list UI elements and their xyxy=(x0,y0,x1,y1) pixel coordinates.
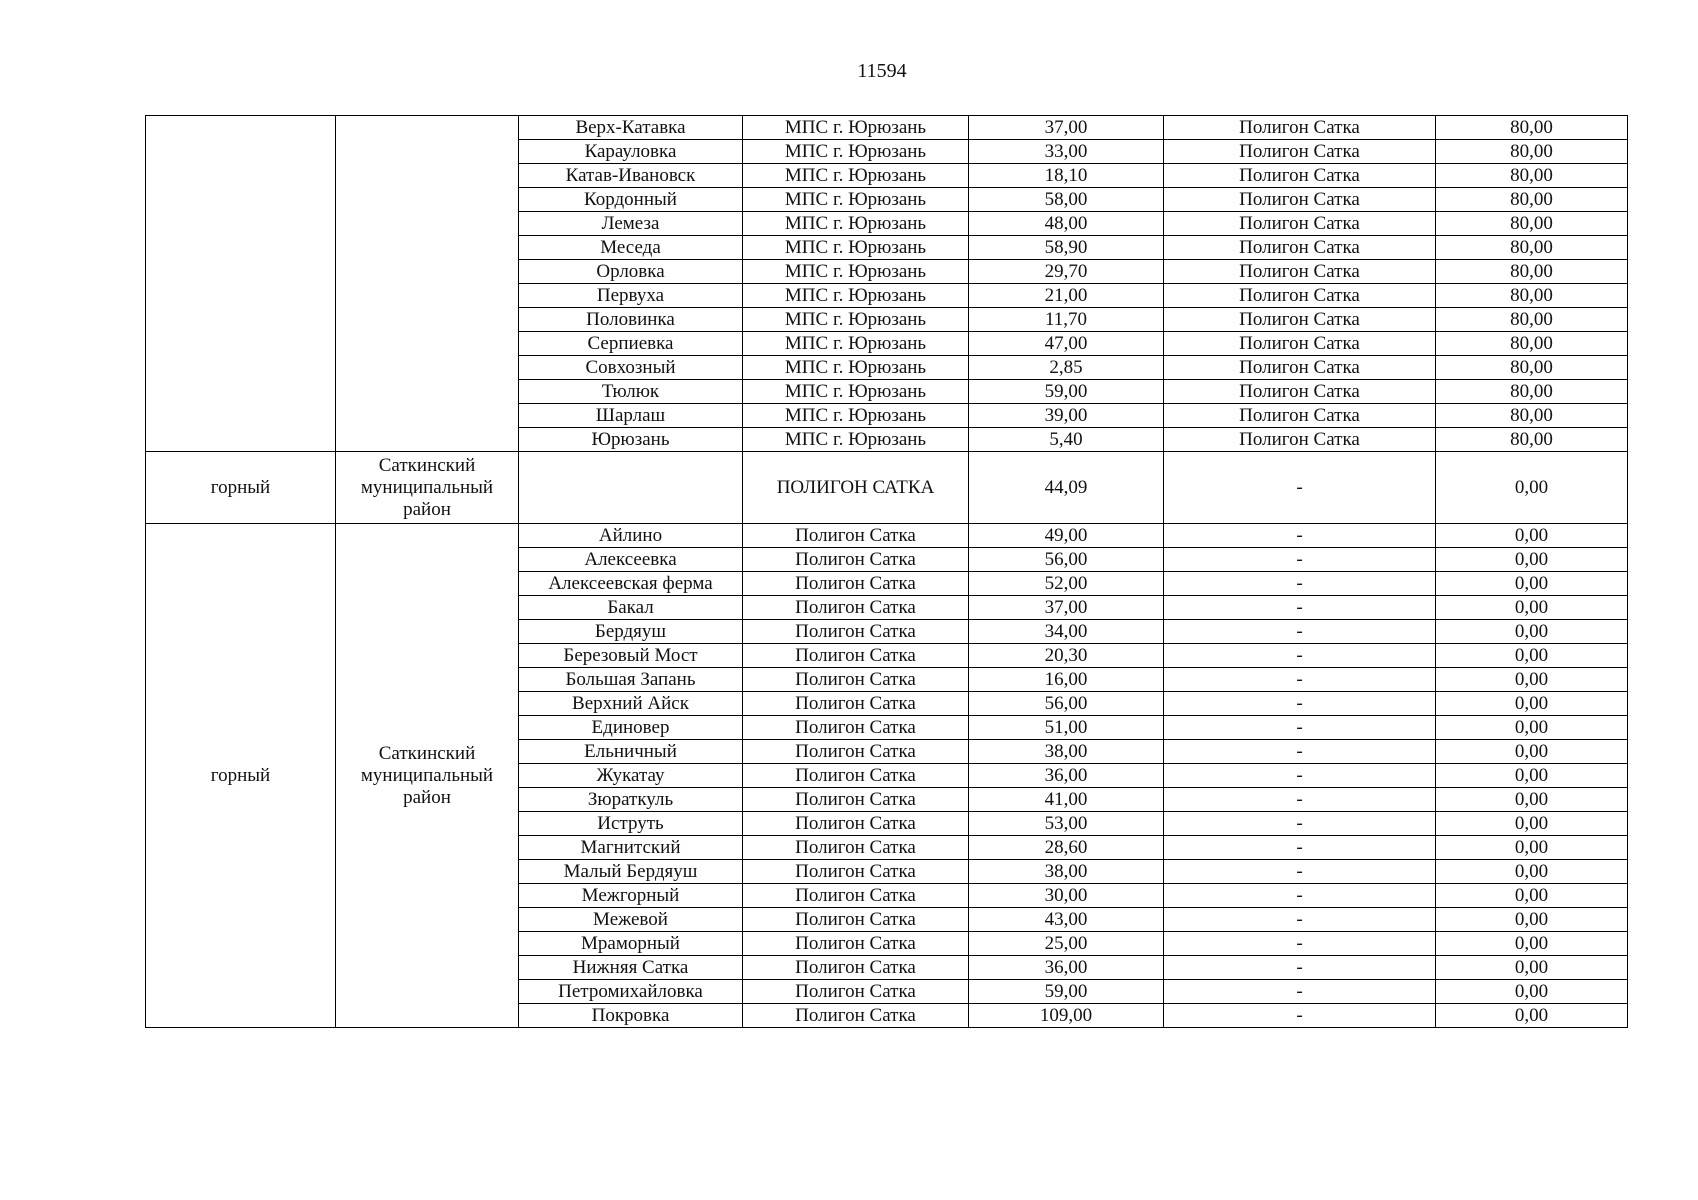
distance-cell: 49,00 xyxy=(969,524,1164,548)
destination-cell: Полигон Сатка xyxy=(1164,404,1436,428)
distance-cell: 36,00 xyxy=(969,956,1164,980)
settlement-cell: Лемеза xyxy=(519,212,743,236)
distance2-cell: 0,00 xyxy=(1436,764,1628,788)
destination-cell: Полигон Сатка xyxy=(1164,140,1436,164)
destination-cell: - xyxy=(1164,716,1436,740)
destination-cell: Полигон Сатка xyxy=(1164,284,1436,308)
distance-cell: 11,70 xyxy=(969,308,1164,332)
settlement-cell: Карауловка xyxy=(519,140,743,164)
facility-cell: Полигон Сатка xyxy=(743,860,969,884)
distance2-cell: 80,00 xyxy=(1436,236,1628,260)
facility-cell: Полигон Сатка xyxy=(743,980,969,1004)
table-row xyxy=(146,116,1628,140)
settlement-cell: Айлино xyxy=(519,524,743,548)
distance2-cell: 0,00 xyxy=(1436,572,1628,596)
distance-cell: 53,00 xyxy=(969,812,1164,836)
facility-cell: Полигон Сатка xyxy=(743,836,969,860)
facility-cell: Полигон Сатка xyxy=(743,1004,969,1028)
settlement-cell: Бакал xyxy=(519,596,743,620)
distance-cell: 109,00 xyxy=(969,1004,1164,1028)
settlement-cell: Катав-Ивановск xyxy=(519,164,743,188)
distance-cell: 56,00 xyxy=(969,548,1164,572)
facility-cell: МПС г. Юрюзань xyxy=(743,356,969,380)
table-row xyxy=(146,452,1628,524)
distance2-cell: 80,00 xyxy=(1436,188,1628,212)
distance-cell: 37,00 xyxy=(969,596,1164,620)
destination-cell: Полигон Сатка xyxy=(1164,188,1436,212)
settlement-cell: Тюлюк xyxy=(519,380,743,404)
facility-cell: МПС г. Юрюзань xyxy=(743,188,969,212)
settlement-cell: Магнитский xyxy=(519,836,743,860)
distance2-cell: 80,00 xyxy=(1436,308,1628,332)
distance-cell: 36,00 xyxy=(969,764,1164,788)
settlement-cell: Первуха xyxy=(519,284,743,308)
distance2-cell: 0,00 xyxy=(1436,692,1628,716)
distance-cell: 48,00 xyxy=(969,212,1164,236)
facility-cell: Полигон Сатка xyxy=(743,620,969,644)
facility-cell: МПС г. Юрюзань xyxy=(743,308,969,332)
settlement-cell: Единовер xyxy=(519,716,743,740)
settlement-cell: Жукатау xyxy=(519,764,743,788)
distance-cell: 59,00 xyxy=(969,980,1164,1004)
table-row xyxy=(146,524,1628,548)
facility-cell: МПС г. Юрюзань xyxy=(743,284,969,308)
distance-cell: 51,00 xyxy=(969,716,1164,740)
waste-routes-table xyxy=(145,115,1628,1028)
settlement-cell: Малый Бердяуш xyxy=(519,860,743,884)
distance2-cell: 0,00 xyxy=(1436,956,1628,980)
facility-cell: Полигон Сатка xyxy=(743,908,969,932)
destination-cell: - xyxy=(1164,644,1436,668)
district-cell: Саткинский муниципальный район xyxy=(336,452,519,524)
facility-cell: Полигон Сатка xyxy=(743,668,969,692)
distance2-cell: 0,00 xyxy=(1436,1004,1628,1028)
distance-cell: 16,00 xyxy=(969,668,1164,692)
facility-cell: МПС г. Юрюзань xyxy=(743,332,969,356)
facility-cell: Полигон Сатка xyxy=(743,884,969,908)
distance2-cell: 0,00 xyxy=(1436,668,1628,692)
destination-cell: - xyxy=(1164,692,1436,716)
settlement-cell: Половинка xyxy=(519,308,743,332)
settlement-cell: Юрюзань xyxy=(519,428,743,452)
distance-cell: 2,85 xyxy=(969,356,1164,380)
destination-cell: - xyxy=(1164,956,1436,980)
destination-cell: Полигон Сатка xyxy=(1164,332,1436,356)
distance2-cell: 80,00 xyxy=(1436,212,1628,236)
settlement-cell: Межгорный xyxy=(519,884,743,908)
settlement-cell: Меседа xyxy=(519,236,743,260)
table-body xyxy=(146,116,1628,1028)
facility-cell: МПС г. Юрюзань xyxy=(743,164,969,188)
destination-cell: Полигон Сатка xyxy=(1164,212,1436,236)
distance2-cell: 0,00 xyxy=(1436,980,1628,1004)
destination-cell: - xyxy=(1164,836,1436,860)
settlement-cell: Мраморный xyxy=(519,932,743,956)
distance-cell: 21,00 xyxy=(969,284,1164,308)
distance2-cell: 80,00 xyxy=(1436,380,1628,404)
distance-cell: 28,60 xyxy=(969,836,1164,860)
settlement-cell: Ельничный xyxy=(519,740,743,764)
facility-cell: МПС г. Юрюзань xyxy=(743,140,969,164)
settlement-cell: Верх-Катавка xyxy=(519,116,743,140)
facility-cell: ПОЛИГОН САТКА xyxy=(743,452,969,524)
distance-cell: 58,90 xyxy=(969,236,1164,260)
facility-cell: Полигон Сатка xyxy=(743,764,969,788)
zone-cell: горный xyxy=(146,452,336,524)
destination-cell: - xyxy=(1164,524,1436,548)
facility-cell: Полигон Сатка xyxy=(743,956,969,980)
destination-cell: - xyxy=(1164,860,1436,884)
district-cell xyxy=(336,116,519,452)
distance2-cell: 0,00 xyxy=(1436,812,1628,836)
destination-cell: - xyxy=(1164,620,1436,644)
distance2-cell: 0,00 xyxy=(1436,452,1628,524)
facility-cell: МПС г. Юрюзань xyxy=(743,404,969,428)
distance2-cell: 80,00 xyxy=(1436,140,1628,164)
destination-cell: - xyxy=(1164,908,1436,932)
distance-cell: 39,00 xyxy=(969,404,1164,428)
settlement-cell: Березовый Мост xyxy=(519,644,743,668)
distance2-cell: 0,00 xyxy=(1436,788,1628,812)
destination-cell: Полигон Сатка xyxy=(1164,380,1436,404)
distance2-cell: 80,00 xyxy=(1436,428,1628,452)
settlement-cell: Покровка xyxy=(519,1004,743,1028)
settlement-cell: Межевой xyxy=(519,908,743,932)
distance-cell: 47,00 xyxy=(969,332,1164,356)
distance2-cell: 80,00 xyxy=(1436,332,1628,356)
facility-cell: МПС г. Юрюзань xyxy=(743,260,969,284)
settlement-cell: Алексеевка xyxy=(519,548,743,572)
facility-cell: Полигон Сатка xyxy=(743,740,969,764)
distance2-cell: 80,00 xyxy=(1436,260,1628,284)
settlement-cell: Орловка xyxy=(519,260,743,284)
distance-cell: 34,00 xyxy=(969,620,1164,644)
destination-cell: Полигон Сатка xyxy=(1164,308,1436,332)
distance2-cell: 0,00 xyxy=(1436,620,1628,644)
distance-cell: 5,40 xyxy=(969,428,1164,452)
destination-cell: - xyxy=(1164,932,1436,956)
distance2-cell: 80,00 xyxy=(1436,284,1628,308)
destination-cell: - xyxy=(1164,572,1436,596)
destination-cell: Полигон Сатка xyxy=(1164,260,1436,284)
destination-cell: Полигон Сатка xyxy=(1164,236,1436,260)
destination-cell: - xyxy=(1164,764,1436,788)
distance-cell: 38,00 xyxy=(969,740,1164,764)
zone-cell xyxy=(146,116,336,452)
destination-cell: - xyxy=(1164,668,1436,692)
distance2-cell: 0,00 xyxy=(1436,932,1628,956)
distance2-cell: 0,00 xyxy=(1436,644,1628,668)
facility-cell: Полигон Сатка xyxy=(743,524,969,548)
settlement-cell: Алексеевская ферма xyxy=(519,572,743,596)
facility-cell: Полигон Сатка xyxy=(743,596,969,620)
distance-cell: 56,00 xyxy=(969,692,1164,716)
facility-cell: МПС г. Юрюзань xyxy=(743,380,969,404)
zone-cell: горный xyxy=(146,524,336,1028)
destination-cell: Полигон Сатка xyxy=(1164,356,1436,380)
distance2-cell: 80,00 xyxy=(1436,356,1628,380)
facility-cell: Полигон Сатка xyxy=(743,932,969,956)
distance2-cell: 0,00 xyxy=(1436,524,1628,548)
settlement-cell: Большая Запань xyxy=(519,668,743,692)
destination-cell: - xyxy=(1164,884,1436,908)
distance2-cell: 0,00 xyxy=(1436,596,1628,620)
distance-cell: 38,00 xyxy=(969,860,1164,884)
facility-cell: Полигон Сатка xyxy=(743,644,969,668)
distance-cell: 30,00 xyxy=(969,884,1164,908)
settlement-cell: Нижняя Сатка xyxy=(519,956,743,980)
facility-cell: Полигон Сатка xyxy=(743,692,969,716)
facility-cell: МПС г. Юрюзань xyxy=(743,212,969,236)
settlement-cell: Серпиевка xyxy=(519,332,743,356)
distance-cell: 33,00 xyxy=(969,140,1164,164)
distance-cell: 37,00 xyxy=(969,116,1164,140)
distance2-cell: 0,00 xyxy=(1436,740,1628,764)
district-cell: Саткинский муниципальный район xyxy=(336,524,519,1028)
settlement-cell xyxy=(519,452,743,524)
distance2-cell: 80,00 xyxy=(1436,116,1628,140)
distance2-cell: 80,00 xyxy=(1436,164,1628,188)
page-number: 11594 xyxy=(857,60,907,82)
settlement-cell: Шарлаш xyxy=(519,404,743,428)
settlement-cell: Зюраткуль xyxy=(519,788,743,812)
distance-cell: 20,30 xyxy=(969,644,1164,668)
settlement-cell: Петромихайловка xyxy=(519,980,743,1004)
distance2-cell: 0,00 xyxy=(1436,908,1628,932)
settlement-cell: Иструть xyxy=(519,812,743,836)
destination-cell: - xyxy=(1164,452,1436,524)
distance2-cell: 0,00 xyxy=(1436,836,1628,860)
facility-cell: Полигон Сатка xyxy=(743,572,969,596)
distance2-cell: 0,00 xyxy=(1436,548,1628,572)
distance-cell: 58,00 xyxy=(969,188,1164,212)
distance-cell: 25,00 xyxy=(969,932,1164,956)
destination-cell: Полигон Сатка xyxy=(1164,116,1436,140)
settlement-cell: Бердяуш xyxy=(519,620,743,644)
facility-cell: МПС г. Юрюзань xyxy=(743,236,969,260)
destination-cell: - xyxy=(1164,980,1436,1004)
destination-cell: - xyxy=(1164,1004,1436,1028)
facility-cell: Полигон Сатка xyxy=(743,716,969,740)
settlement-cell: Верхний Айск xyxy=(519,692,743,716)
settlement-cell: Кордонный xyxy=(519,188,743,212)
distance2-cell: 0,00 xyxy=(1436,716,1628,740)
facility-cell: Полигон Сатка xyxy=(743,812,969,836)
facility-cell: Полигон Сатка xyxy=(743,788,969,812)
distance-cell: 18,10 xyxy=(969,164,1164,188)
distance-cell: 41,00 xyxy=(969,788,1164,812)
destination-cell: - xyxy=(1164,596,1436,620)
destination-cell: - xyxy=(1164,740,1436,764)
distance-cell: 52,00 xyxy=(969,572,1164,596)
distance2-cell: 0,00 xyxy=(1436,860,1628,884)
facility-cell: МПС г. Юрюзань xyxy=(743,428,969,452)
distance2-cell: 80,00 xyxy=(1436,404,1628,428)
destination-cell: - xyxy=(1164,812,1436,836)
distance-cell: 43,00 xyxy=(969,908,1164,932)
distance2-cell: 0,00 xyxy=(1436,884,1628,908)
destination-cell: - xyxy=(1164,788,1436,812)
distance-cell: 29,70 xyxy=(969,260,1164,284)
distance-cell: 59,00 xyxy=(969,380,1164,404)
settlement-cell: Совхозный xyxy=(519,356,743,380)
facility-cell: МПС г. Юрюзань xyxy=(743,116,969,140)
distance-cell: 44,09 xyxy=(969,452,1164,524)
facility-cell: Полигон Сатка xyxy=(743,548,969,572)
destination-cell: Полигон Сатка xyxy=(1164,428,1436,452)
destination-cell: Полигон Сатка xyxy=(1164,164,1436,188)
destination-cell: - xyxy=(1164,548,1436,572)
